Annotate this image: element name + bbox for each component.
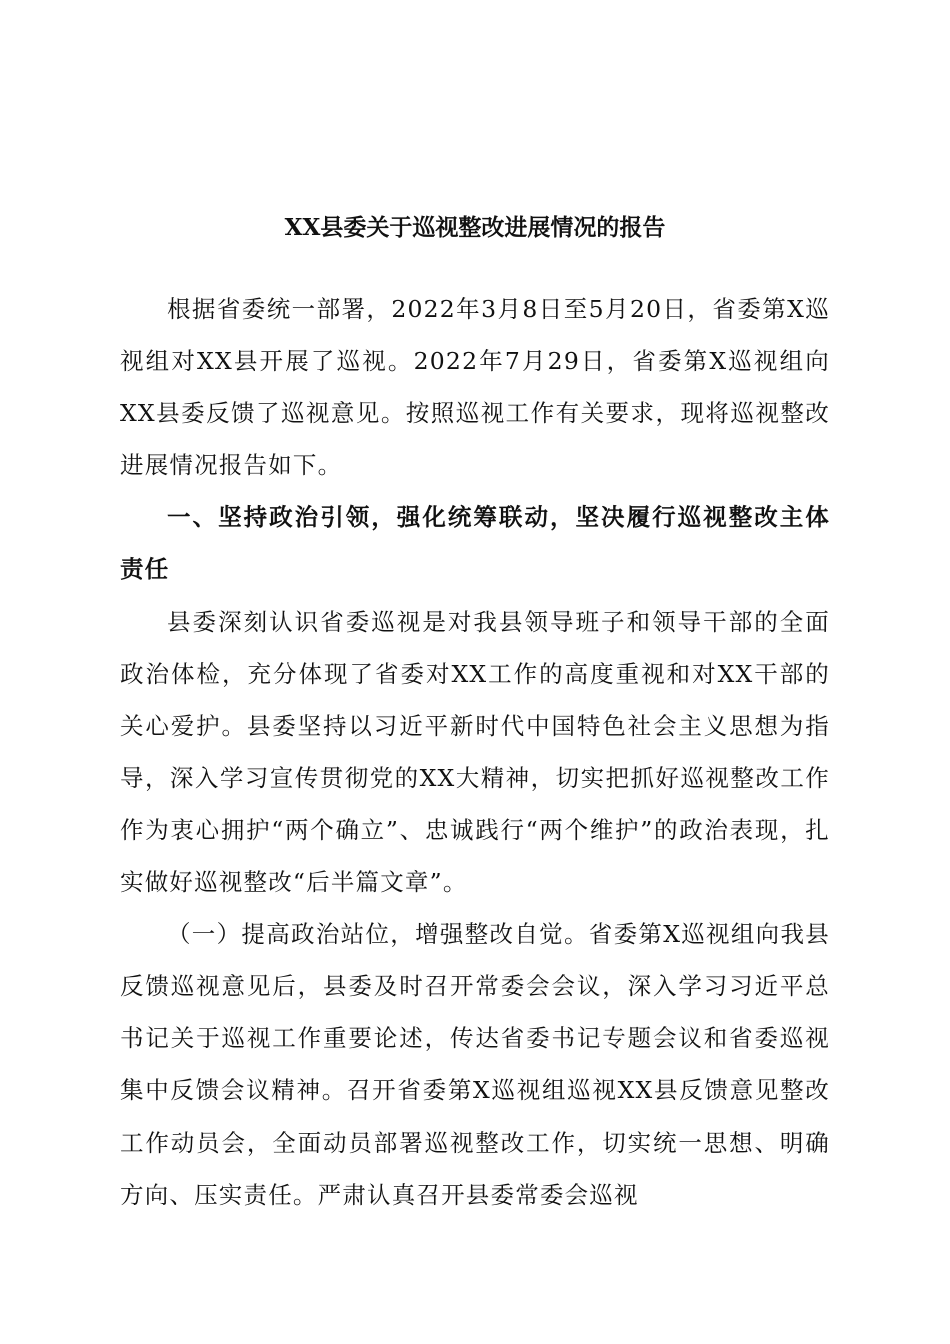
intro-paragraph: 根据省委统一部署，2022年3月8日至5月20日，省委第X巡视组对XX县开展了巡视。2022年7月29日，省委第X巡视组向XX县委反馈了巡视意见。按照巡视工作有关要求，现将巡视整改进展情况报告如下。	[120, 295, 830, 480]
document-body	[120, 283, 830, 1221]
section-heading: 一、坚持政治引领，强化统筹联动，坚决履行巡视整改主体责任	[120, 503, 830, 584]
document-title: XX县委关于巡视整改进展情况的报告	[284, 214, 666, 241]
section-paragraph: 县委深刻认识省委巡视是对我县领导班子和领导干部的全面政治体检，充分体现了省委对XX工作的高度重视和对XX干部的关心爱护。县委坚持以习近平新时代中国特色社会主义思想为指导，深入学习宣传贯彻党的XX大精神，切实把抓好巡视整改工作作为衷心拥护“两个确立”、忠诚践行“两个维护”的政治表现，扎实做好巡视整改“后半篇文章”。	[120, 607, 830, 897]
subsection-paragraph: （一）提高政治站位，增强整改自觉。省委第X巡视组向我县反馈巡视意见后，县委及时召开常委会会议，深入学习习近平总书记关于巡视工作重要论述，传达省委书记专题会议和省委巡视集中反馈会议精神。召开省委第X巡视组巡视XX县反馈意见整改工作动员会，全面动员部署巡视整改工作，切实统一思想、明确方向、压实责任。严肃认真召开县委常委会巡视	[120, 920, 830, 1209]
